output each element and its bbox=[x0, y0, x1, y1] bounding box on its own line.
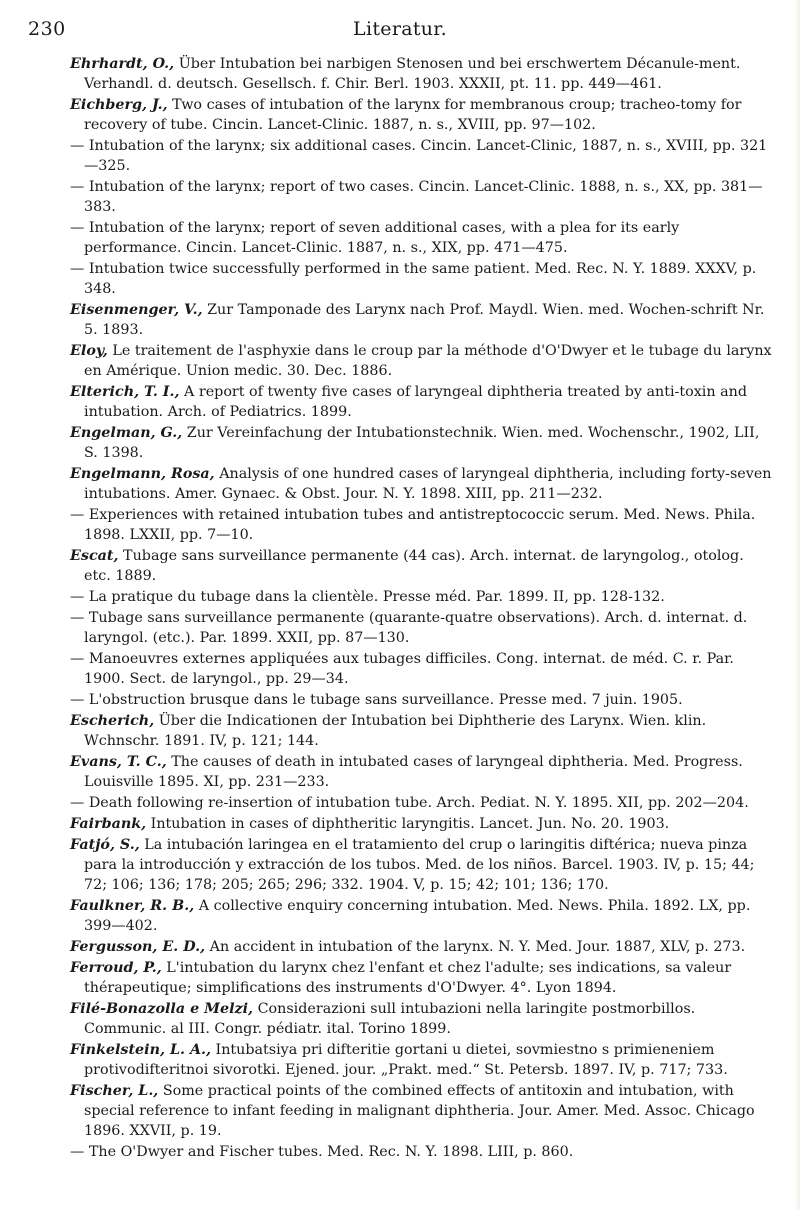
ditto-dash: — bbox=[70, 138, 85, 154]
bibliography-entry bbox=[70, 464, 772, 504]
entry-citation: Zur Tamponade des Larynx nach Prof. Maydl. Wien. med. Wochen-schrift Nr. 5. 1893. bbox=[84, 302, 765, 338]
entry-citation: Death following re-insertion of intubation tube. Arch. Pediat. N. Y. 1895. XII, pp. 202—204. bbox=[84, 795, 749, 811]
bibliography-entry bbox=[70, 218, 772, 258]
bibliography-entry bbox=[70, 587, 772, 607]
entry-citation: Experiences with retained intubation tubes and antistreptococcic serum. Med. News. Phila. 1898. LXXII, pp. 7—10. bbox=[84, 507, 756, 543]
entry-citation: Intubation of the larynx; six additional cases. Cincin. Lancet-Clinic, 1887, n. s., XVIII, pp. 321—325. bbox=[84, 138, 768, 174]
bibliography-entry bbox=[70, 95, 772, 135]
entry-citation: The causes of death in intubated cases of laryngeal diphtheria. Med. Progress. Louisville 1895. XI, pp. 231—233. bbox=[84, 754, 743, 790]
entry-author: Fatjó, S., bbox=[70, 837, 140, 853]
entry-citation: Intubation of the larynx; report of two cases. Cincin. Lancet-Clinic. 1888, n. s., XX, pp. 381—383. bbox=[84, 179, 763, 215]
entry-author: Eichberg, J., bbox=[70, 97, 168, 113]
entry-author: Ehrhardt, O., bbox=[70, 56, 175, 72]
page-number: 230 bbox=[28, 18, 66, 40]
entry-citation: La intubación laringea en el tratamiento del crup o laringitis diftérica; nueva pinza para la introducción y extracción de los tubos. Med. de los niños. Barcel. 1903. IV, p. 15; 44; 72; 106; 136; 178; 205; 265; 296; 332. 1904. V, p. 15; 42; 101; 136; 170. bbox=[84, 837, 755, 893]
ditto-dash: — bbox=[70, 220, 85, 236]
entry-author: Ferroud, P., bbox=[70, 960, 162, 976]
bibliography-list bbox=[70, 54, 772, 1163]
entry-citation: Some practical points of the combined effects of antitoxin and intubation, with special reference to infant feeding in malignant diphtheria. Jour. Amer. Med. Assoc. Chicago 1896. XXVII, p. 19. bbox=[84, 1083, 755, 1139]
entry-citation: An accident in intubation of the larynx. N. Y. Med. Jour. 1887, XLV, p. 273. bbox=[205, 939, 746, 955]
entry-citation: A collective enquiry concerning intubation. Med. News. Phila. 1892. LX, pp. 399—402. bbox=[84, 898, 751, 934]
entry-author: Fergusson, E. D., bbox=[70, 939, 206, 955]
entry-citation: A report of twenty five cases of laryngeal diphtheria treated by anti-toxin and intubation. Arch. of Pediatrics. 1899. bbox=[84, 384, 747, 420]
entry-citation: La pratique du tubage dans la clientèle. Presse méd. Par. 1899. II, pp. 128-132. bbox=[84, 589, 665, 605]
entry-citation: Intubation in cases of diphtheritic laryngitis. Lancet. Jun. No. 20. 1903. bbox=[146, 816, 670, 832]
entry-author: Escat, bbox=[70, 548, 119, 564]
entry-citation: The O'Dwyer and Fischer tubes. Med. Rec. N. Y. 1898. LIII, p. 860. bbox=[84, 1144, 574, 1160]
ditto-dash: — bbox=[70, 795, 85, 811]
entry-citation: Considerazioni sull intubazioni nella laringite postmorbillos. Communic. al III. Congr. pédiatr. ital. Torino 1899. bbox=[84, 1001, 696, 1037]
entry-citation: Analysis of one hundred cases of laryngeal diphtheria, including forty-seven intubations. Amer. Gynaec. & Obst. Jour. N. Y. 1898. XIII, pp. 211—232. bbox=[84, 466, 772, 502]
bibliography-entry bbox=[70, 999, 772, 1039]
bibliography-entry bbox=[70, 814, 772, 834]
ditto-dash: — bbox=[70, 610, 85, 626]
entry-citation: Zur Vereinfachung der Intubationstechnik. Wien. med. Wochenschr., 1902, LII, S. 1398. bbox=[84, 425, 760, 461]
entry-author: Eisenmenger, V., bbox=[70, 302, 203, 318]
entry-citation: Intubation twice successfully performed in the same patient. Med. Rec. N. Y. 1889. XXXV, p. 348. bbox=[84, 261, 757, 297]
bibliography-entry bbox=[70, 937, 772, 957]
entry-author: Elterich, T. I., bbox=[70, 384, 180, 400]
entry-citation: Intubatsiya pri difteritie gortani u dietei, sovmiestno s primieneniem protivodifteritnoi sivorotki. Ejened. jour. „Prakt. med.“ St. Petersb. 1897. IV, p. 717; 733. bbox=[84, 1042, 728, 1078]
entry-citation: Tubage sans surveillance permanente (44 cas). Arch. internat. de laryngolog., otolog. etc. 1889. bbox=[84, 548, 744, 584]
entry-citation: Über die Indicationen der Intubation bei Diphtherie des Larynx. Wien. klin. Wchnschr. 1891. IV, p. 121; 144. bbox=[84, 713, 707, 749]
page-edge bbox=[794, 0, 800, 1210]
entry-citation: Tubage sans surveillance permanente (quarante-quatre observations). Arch. d. internat. d. laryngol. (etc.). Par. 1899. XXII, pp. 87—130. bbox=[84, 610, 748, 646]
ditto-dash: — bbox=[70, 1144, 85, 1160]
bibliography-entry bbox=[70, 382, 772, 422]
bibliography-entry bbox=[70, 341, 772, 381]
entry-author: Engelmann, Rosa, bbox=[70, 466, 215, 482]
bibliography-entry bbox=[70, 1040, 772, 1080]
ditto-dash: — bbox=[70, 261, 85, 277]
entry-citation: L'obstruction brusque dans le tubage sans surveillance. Presse med. 7 juin. 1905. bbox=[84, 692, 683, 708]
entry-author: Evans, T. C., bbox=[70, 754, 167, 770]
bibliography-entry bbox=[70, 300, 772, 340]
entry-author: Filé-Bonazolla e Melzi, bbox=[70, 1001, 254, 1017]
entry-author: Engelman, G., bbox=[70, 425, 183, 441]
bibliography-entry bbox=[70, 259, 772, 299]
bibliography-entry bbox=[70, 54, 772, 94]
bibliography-entry bbox=[70, 136, 772, 176]
page-header bbox=[0, 18, 800, 48]
entry-author: Finkelstein, L. A., bbox=[70, 1042, 211, 1058]
entry-citation: L'intubation du larynx chez l'enfant et chez l'adulte; ses indications, sa valeur thérapeutique; simplifications des instruments d'O'Dwyer. 4°. Lyon 1894. bbox=[84, 960, 732, 996]
bibliography-entry bbox=[70, 649, 772, 689]
entry-author: Escherich, bbox=[70, 713, 155, 729]
entry-citation: Über Intubation bei narbigen Stenosen und bei erschwertem Décanule-ment. Verhandl. d. deutsch. Gesellsch. f. Chir. Berl. 1903. XXXII, pt. 11. pp. 449—461. bbox=[84, 56, 741, 92]
bibliography-entry bbox=[70, 793, 772, 813]
bibliography-entry bbox=[70, 711, 772, 751]
entry-author: Fairbank, bbox=[70, 816, 147, 832]
bibliography-entry bbox=[70, 177, 772, 217]
bibliography-entry bbox=[70, 896, 772, 936]
entry-citation: Two cases of intubation of the larynx for membranous croup; tracheo-tomy for recovery of tube. Cincin. Lancet-Clinic. 1887, n. s., XVIII, pp. 97—102. bbox=[84, 97, 742, 133]
entry-citation: Intubation of the larynx; report of seven additional cases, with a plea for its early performance. Cincin. Lancet-Clinic. 1887, n. s., XIX, pp. 471—475. bbox=[84, 220, 680, 256]
bibliography-entry bbox=[70, 1142, 772, 1162]
ditto-dash: — bbox=[70, 507, 85, 523]
entry-citation: Manoeuvres externes appliquées aux tubages difficiles. Cong. internat. de méd. C. r. Par. 1900. Sect. de laryngol., pp. 29—34. bbox=[84, 651, 734, 687]
bibliography-entry bbox=[70, 423, 772, 463]
bibliography-entry bbox=[70, 835, 772, 895]
ditto-dash: — bbox=[70, 179, 85, 195]
ditto-dash: — bbox=[70, 589, 85, 605]
ditto-dash: — bbox=[70, 692, 85, 708]
bibliography-entry bbox=[70, 958, 772, 998]
entry-author: Fischer, L., bbox=[70, 1083, 159, 1099]
bibliography-entry bbox=[70, 546, 772, 586]
bibliography-entry bbox=[70, 505, 772, 545]
ditto-dash: — bbox=[70, 651, 85, 667]
entry-author: Faulkner, R. B., bbox=[70, 898, 195, 914]
entry-citation: Le traitement de l'asphyxie dans le croup par la méthode d'O'Dwyer et le tubage du larynx en Amérique. Union medic. 30. Dec. 1886. bbox=[84, 343, 772, 379]
bibliography-entry bbox=[70, 752, 772, 792]
bibliography-entry bbox=[70, 1081, 772, 1141]
entry-author: Eloy, bbox=[70, 343, 108, 359]
bibliography-entry bbox=[70, 690, 772, 710]
bibliography-entry bbox=[70, 608, 772, 648]
running-head: Literatur. bbox=[353, 18, 447, 40]
